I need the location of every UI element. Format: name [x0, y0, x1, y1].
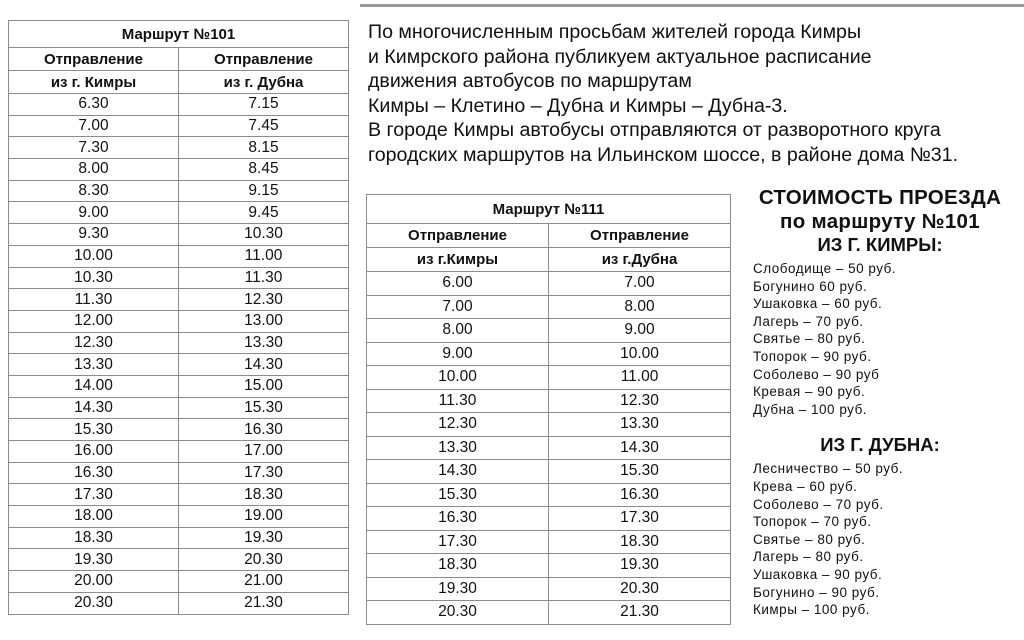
- fare-from-kimry-heading: ИЗ Г. КИМРЫ:: [817, 234, 943, 255]
- departure-dubna-cell: 13.00: [179, 310, 349, 332]
- table-row: [9, 506, 349, 528]
- table-row: [9, 375, 349, 397]
- departure-kimry-cell: 19.30: [367, 577, 549, 601]
- departure-dubna-cell: 12.30: [549, 389, 731, 413]
- intro-text: [368, 20, 1024, 168]
- departure-dubna-cell: 8.45: [179, 159, 349, 181]
- fare-item: Дубна – 100 руб.: [753, 401, 868, 417]
- table-row: [367, 389, 731, 413]
- departure-kimry-cell: 12.30: [367, 413, 549, 437]
- route-111-table: [366, 194, 731, 625]
- fare-item: Святье – 80 руб.: [753, 331, 866, 347]
- departure-kimry-cell: 14.30: [9, 397, 179, 419]
- table-row: [9, 310, 349, 332]
- table-row: [367, 601, 731, 625]
- route-111-rows: [367, 272, 731, 625]
- departure-kimry-cell: 20.00: [9, 571, 179, 593]
- table-row: [9, 462, 349, 484]
- departure-kimry-cell: 12.00: [9, 310, 179, 332]
- departure-dubna-cell: 15.30: [179, 397, 349, 419]
- departure-dubna-cell: 7.00: [549, 272, 731, 296]
- departure-dubna-cell: 19.00: [179, 506, 349, 528]
- departure-kimry-cell: 11.30: [367, 389, 549, 413]
- route-101-col1-line1: Отправление: [9, 48, 179, 71]
- route-111-col1-line1: Отправление: [367, 224, 549, 248]
- departure-kimry-cell: 20.30: [9, 592, 179, 614]
- intro-line: В городе Кимры автобусы отправляются от разворотного круга: [368, 119, 941, 142]
- departure-dubna-cell: 9.15: [179, 180, 349, 202]
- departure-dubna-cell: 16.30: [179, 419, 349, 441]
- table-row: [367, 507, 731, 531]
- route-111-col2-line2: из г.Дубна: [549, 248, 731, 272]
- departure-kimry-cell: 8.00: [367, 319, 549, 343]
- departure-kimry-cell: 19.30: [9, 549, 179, 571]
- departure-dubna-cell: 8.15: [179, 137, 349, 159]
- table-row: [9, 115, 349, 137]
- fare-title: СТОИМОСТЬ ПРОЕЗДА: [758, 186, 1002, 209]
- departure-kimry-cell: 20.30: [367, 601, 549, 625]
- route-111-title: Маршрут №111: [367, 195, 731, 224]
- fare-item: Ушаковка – 60 руб.: [753, 296, 883, 312]
- departure-dubna-cell: 21.30: [549, 601, 731, 625]
- route-111-col1-line2: из г.Кимры: [367, 248, 549, 272]
- table-row: [9, 180, 349, 202]
- departure-dubna-cell: 14.30: [549, 436, 731, 460]
- departure-dubna-cell: 12.30: [179, 289, 349, 311]
- departure-kimry-cell: 12.30: [9, 332, 179, 354]
- fare-item: Богунино – 90 руб.: [753, 584, 880, 600]
- departure-kimry-cell: 18.00: [9, 506, 179, 528]
- departure-dubna-cell: 18.30: [549, 530, 731, 554]
- table-row: [9, 332, 349, 354]
- fare-item: Топорок – 70 руб.: [753, 514, 872, 530]
- fare-item: Ушаковка – 90 руб.: [753, 566, 883, 582]
- departure-kimry-cell: 17.30: [367, 530, 549, 554]
- intro-line: По многочисленным просьбам жителей города Кимры: [368, 21, 862, 43]
- fare-subtitle: по маршруту №101: [780, 210, 980, 233]
- departure-kimry-cell: 13.30: [367, 436, 549, 460]
- table-row: [9, 527, 349, 549]
- fare-from-dubna-heading: ИЗ Г. ДУБНА:: [820, 434, 940, 456]
- departure-kimry-cell: 10.00: [9, 245, 179, 267]
- departure-kimry-cell: 18.30: [367, 554, 549, 578]
- table-row: [9, 419, 349, 441]
- departure-dubna-cell: 19.30: [549, 554, 731, 578]
- table-row: [367, 554, 731, 578]
- fare-item: Кревая – 90 руб.: [753, 384, 866, 400]
- departure-dubna-cell: 8.00: [549, 295, 731, 319]
- table-row: [367, 272, 731, 296]
- table-row: [9, 159, 349, 181]
- departure-kimry-cell: 16.30: [367, 507, 549, 531]
- departure-dubna-cell: 9.00: [549, 319, 731, 343]
- departure-kimry-cell: 9.30: [9, 224, 179, 246]
- departure-kimry-cell: 10.00: [367, 366, 549, 390]
- departure-dubna-cell: 13.30: [549, 413, 731, 437]
- departure-kimry-cell: 16.30: [9, 462, 179, 484]
- table-row: [9, 549, 349, 571]
- table-row: [367, 319, 731, 343]
- fare-from-dubna-list: [753, 460, 1024, 618]
- fare-item: Топорок – 90 руб.: [753, 348, 872, 364]
- fare-item: Кимры – 100 руб.: [753, 602, 870, 618]
- intro-line: городских маршрутов на Ильинском шоссе, в районе дома №31.: [368, 143, 959, 166]
- departure-dubna-cell: 13.30: [179, 332, 349, 354]
- fare-item: Лагерь – 80 руб.: [753, 549, 864, 565]
- departure-dubna-cell: 21.30: [179, 592, 349, 614]
- departure-kimry-cell: 7.30: [9, 137, 179, 159]
- fare-item: Крева – 60 руб.: [753, 478, 858, 494]
- departure-dubna-cell: 7.15: [179, 94, 349, 116]
- table-row: [9, 94, 349, 116]
- departure-dubna-cell: 21.00: [179, 571, 349, 593]
- departure-dubna-cell: 15.00: [179, 375, 349, 397]
- fare-item: Богунино 60 руб.: [753, 278, 868, 294]
- route-101-title: Маршрут №101: [9, 21, 349, 48]
- departure-dubna-cell: 18.30: [179, 484, 349, 506]
- departure-kimry-cell: 8.30: [9, 180, 179, 202]
- table-row: [9, 484, 349, 506]
- route-101-table: [8, 20, 349, 615]
- intro-line: и Кимрского района публикуем актуальное расписание: [368, 45, 872, 68]
- route-101-col2-line1: Отправление: [179, 48, 349, 71]
- departure-dubna-cell: 11.00: [179, 245, 349, 267]
- table-row: [367, 366, 731, 390]
- table-row: [367, 460, 731, 484]
- departure-kimry-cell: 15.30: [367, 483, 549, 507]
- fare-item: Лесничество – 50 руб.: [753, 461, 904, 477]
- departure-dubna-cell: 10.00: [549, 342, 731, 366]
- table-row: [9, 441, 349, 463]
- fare-item: Соболево – 70 руб.: [753, 496, 884, 512]
- departure-dubna-cell: 20.30: [549, 577, 731, 601]
- table-row: [9, 245, 349, 267]
- departure-kimry-cell: 10.30: [9, 267, 179, 289]
- route-101-col2-line2: из г. Дубна: [179, 71, 349, 94]
- departure-dubna-cell: 15.30: [549, 460, 731, 484]
- departure-kimry-cell: 15.30: [9, 419, 179, 441]
- table-row: [9, 397, 349, 419]
- fare-panel: [736, 186, 1024, 619]
- departure-dubna-cell: 17.30: [179, 462, 349, 484]
- departure-dubna-cell: 20.30: [179, 549, 349, 571]
- departure-dubna-cell: 17.30: [549, 507, 731, 531]
- fare-item: Святье – 80 руб.: [753, 531, 866, 547]
- table-row: [367, 295, 731, 319]
- fare-from-kimry-list: [753, 260, 1024, 418]
- departure-kimry-cell: 14.00: [9, 375, 179, 397]
- departure-kimry-cell: 7.00: [367, 295, 549, 319]
- departure-kimry-cell: 8.00: [9, 159, 179, 181]
- table-row: [9, 571, 349, 593]
- departure-kimry-cell: 16.00: [9, 441, 179, 463]
- fare-item: Соболево – 90 руб: [753, 366, 880, 382]
- departure-kimry-cell: 7.00: [9, 115, 179, 137]
- departure-kimry-cell: 6.30: [9, 94, 179, 116]
- table-row: [9, 267, 349, 289]
- departure-kimry-cell: 11.30: [9, 289, 179, 311]
- fare-item: Лагерь – 70 руб.: [753, 313, 864, 329]
- table-row: [9, 137, 349, 159]
- intro-line: движения автобусов по маршрутам: [368, 70, 692, 93]
- departure-dubna-cell: 11.30: [179, 267, 349, 289]
- departure-kimry-cell: 13.30: [9, 354, 179, 376]
- departure-dubna-cell: 19.30: [179, 527, 349, 549]
- table-row: [367, 342, 731, 366]
- departure-dubna-cell: 10.30: [179, 224, 349, 246]
- departure-dubna-cell: 7.45: [179, 115, 349, 137]
- route-101-rows: [9, 94, 349, 615]
- route-111-col2-line1: Отправление: [549, 224, 731, 248]
- departure-dubna-cell: 16.30: [549, 483, 731, 507]
- table-row: [9, 354, 349, 376]
- table-row: [367, 436, 731, 460]
- departure-kimry-cell: 9.00: [367, 342, 549, 366]
- departure-dubna-cell: 11.00: [549, 366, 731, 390]
- fare-item: Слободище – 50 руб.: [753, 261, 897, 276]
- table-row: [367, 413, 731, 437]
- departure-kimry-cell: 9.00: [9, 202, 179, 224]
- route-101-col1-line2: из г. Кимры: [9, 71, 179, 94]
- table-row: [9, 202, 349, 224]
- departure-kimry-cell: 14.30: [367, 460, 549, 484]
- table-row: [367, 577, 731, 601]
- departure-kimry-cell: 17.30: [9, 484, 179, 506]
- table-row: [9, 289, 349, 311]
- table-row: [367, 483, 731, 507]
- departure-kimry-cell: 6.00: [367, 272, 549, 296]
- intro-line: Кимры – Клетино – Дубна и Кимры – Дубна-3.: [368, 94, 788, 117]
- table-row: [9, 224, 349, 246]
- table-row: [9, 592, 349, 614]
- departure-dubna-cell: 9.45: [179, 202, 349, 224]
- top-rule: [360, 4, 1024, 7]
- departure-dubna-cell: 14.30: [179, 354, 349, 376]
- table-row: [367, 530, 731, 554]
- departure-dubna-cell: 17.00: [179, 441, 349, 463]
- departure-kimry-cell: 18.30: [9, 527, 179, 549]
